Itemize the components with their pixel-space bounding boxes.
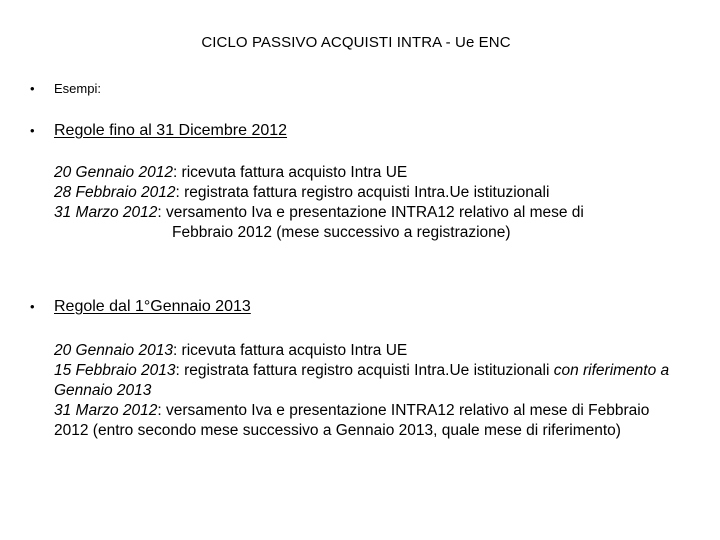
example-text: : registrata fattura registro acquisti Intra.Ue istituzionali — [175, 184, 550, 201]
example-text: : ricevuta fattura acquisto Intra UE — [172, 164, 408, 181]
example-italic-note: con riferimento a Gennaio 2013 — [54, 362, 670, 399]
example-continuation: Febbraio 2012 (mese successivo a registrazione) — [172, 224, 511, 241]
slide-title: CICLO PASSIVO ACQUISTI INTRA - Ue ENC — [201, 34, 511, 51]
bullet-esempi — [30, 81, 101, 96]
heading-rules-2013: Regole dal 1°Gennaio 2013 — [54, 298, 251, 315]
example-text: : versamento Iva e presentazione INTRA12 relativo al mese di Febbraio 2012 (entro secondo mese successivo a Gennaio 2013, quale mese di riferimento) — [54, 402, 650, 439]
example-text: : registrata fattura registro acquisti Intra.Ue istituzionali — [175, 362, 554, 379]
bullet-rules-2012 — [30, 122, 287, 140]
example-text: : ricevuta fattura acquisto Intra UE — [172, 342, 408, 359]
example-line — [54, 163, 694, 183]
examples-2013 — [54, 341, 674, 441]
example-line — [54, 341, 674, 361]
example-text: : versamento Iva e presentazione INTRA12 relativo al mese di — [157, 204, 584, 221]
example-date: 15 Febbraio 2013 — [54, 362, 176, 379]
bullet-icon: • — [30, 299, 35, 314]
example-date: 31 Marzo 2012 — [54, 402, 158, 419]
example-line — [54, 203, 694, 223]
example-line — [54, 361, 674, 401]
heading-rules-2012: Regole fino al 31 Dicembre 2012 — [54, 122, 288, 139]
bullet-rules-2013 — [30, 298, 251, 316]
examples-2012 — [54, 163, 694, 243]
example-line — [54, 183, 694, 203]
example-line — [54, 401, 674, 441]
example-date: 31 Marzo 2012 — [54, 204, 158, 221]
example-date: 20 Gennaio 2013 — [54, 342, 173, 359]
example-date: 20 Gennaio 2012 — [54, 164, 173, 181]
example-date: 28 Febbraio 2012 — [54, 184, 176, 201]
bullet-icon: • — [30, 123, 35, 138]
bullet-icon: • — [30, 81, 35, 96]
esempi-label: Esempi: — [54, 81, 101, 96]
